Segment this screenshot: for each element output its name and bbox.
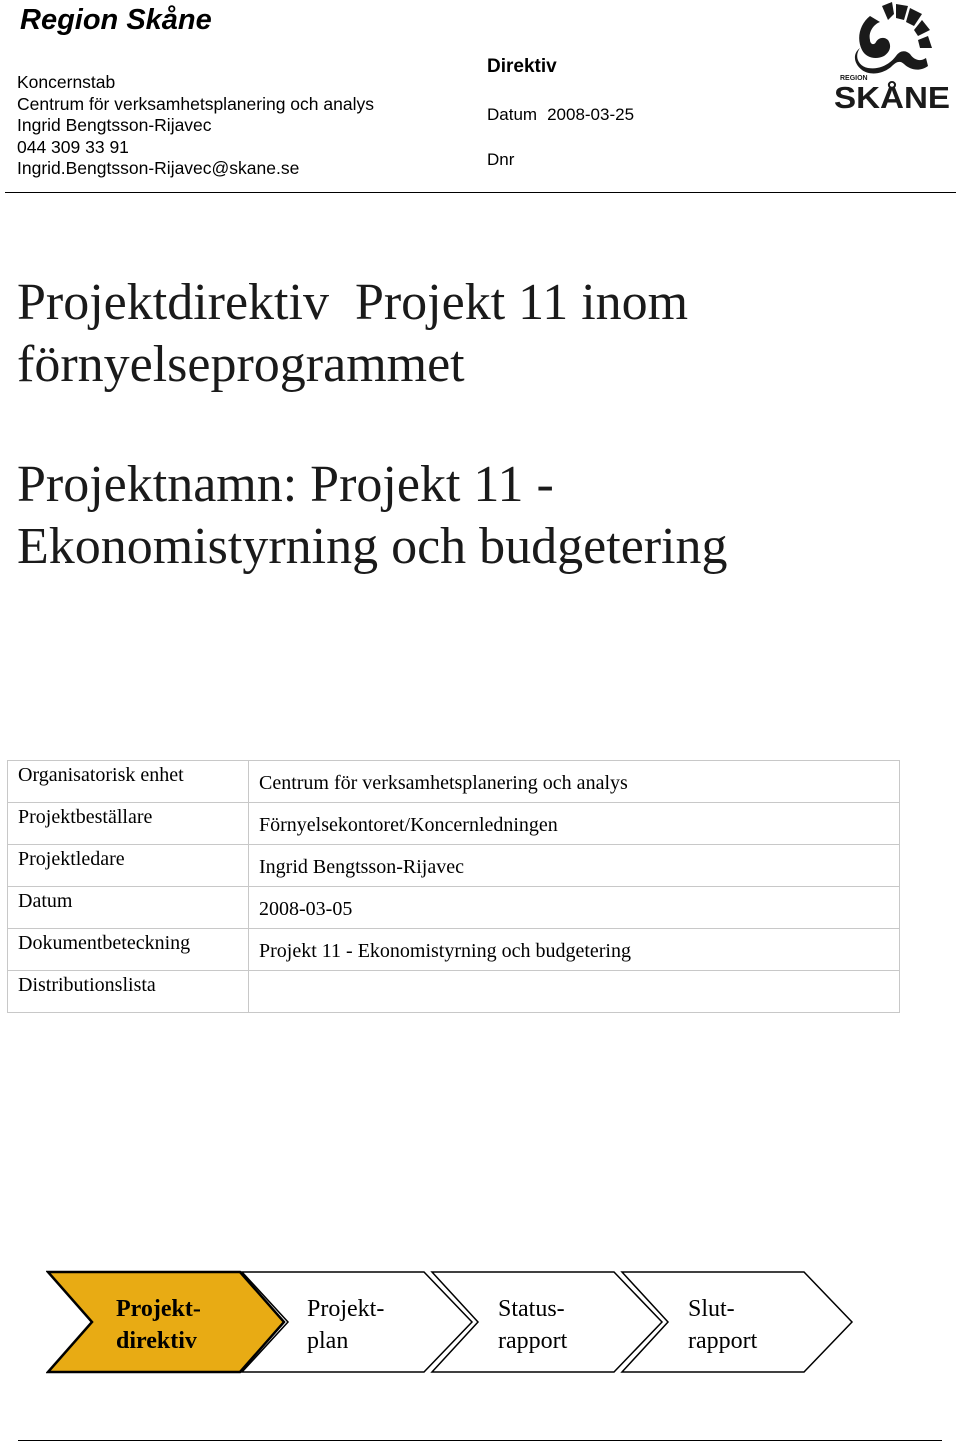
table-row	[8, 845, 900, 887]
row-value: Ingrid Bengtsson-Rijavec	[249, 845, 900, 887]
logo-small-text: REGION	[840, 75, 868, 82]
sender-email[interactable]: Ingrid.Bengtsson-Rijavec@skane.se	[17, 158, 300, 178]
sender-name: Ingrid Bengtsson-Rijavec	[17, 115, 212, 135]
row-label: Dokumentbeteckning	[8, 929, 249, 971]
sender-block	[17, 72, 374, 180]
dnr-row	[487, 150, 514, 170]
table-row	[8, 887, 900, 929]
sender-unit: Centrum för verksamhetsplanering och analys	[17, 93, 374, 114]
header-divider	[5, 192, 956, 193]
document-type: Direktiv	[487, 56, 557, 77]
row-label: Distributionslista	[8, 971, 249, 1013]
row-label: Projektledare	[8, 845, 249, 887]
phase-chevron-slutrapport	[620, 1270, 860, 1374]
row-label: Datum	[8, 887, 249, 929]
row-value: Centrum för verksamhetsplanering och analys	[249, 761, 900, 803]
phase-label-line2: plan	[307, 1328, 349, 1354]
table-row	[8, 803, 900, 845]
organization-name: Region Skåne	[20, 4, 212, 36]
row-value: Förnyelsekontoret/Koncernledningen	[249, 803, 900, 845]
phase-label-line1: Projekt-	[116, 1296, 201, 1322]
row-label: Organisatorisk enhet	[8, 761, 249, 803]
project-info-table	[7, 760, 900, 1013]
row-label: Projektbeställare	[8, 803, 249, 845]
phase-label-line1: Status-	[498, 1296, 565, 1322]
table-row	[8, 971, 900, 1013]
footer-divider	[18, 1440, 942, 1441]
phase-label-line1: Projekt-	[307, 1296, 385, 1322]
date-row	[487, 105, 634, 125]
phase-label-line1: Slut-	[688, 1296, 735, 1322]
dnr-label: Dnr	[487, 150, 515, 169]
sender-department: Koncernstab	[17, 72, 116, 92]
phase-label-line2: rapport	[498, 1328, 568, 1354]
date-label: Datum	[487, 105, 538, 124]
document-title: Projektdirektiv Projekt 11 inom förnyelseprogrammet	[17, 274, 702, 393]
date-value: 2008-03-25	[547, 105, 635, 124]
sender-phone: 044 309 33 91	[17, 136, 129, 157]
project-name: Projektnamn: Projekt 11 - Ekonomistyrning och budgetering	[17, 456, 728, 575]
row-value: Projekt 11 - Ekonomistyrning och budgetering	[249, 929, 900, 971]
phase-label-line2: direktiv	[116, 1328, 197, 1354]
region-skane-emblem-icon	[855, 2, 932, 73]
table-row	[8, 929, 900, 971]
region-skane-logo	[830, 0, 952, 112]
phase-label-line2: rapport	[688, 1328, 758, 1354]
logo-big-text: SKÅNE	[834, 80, 950, 112]
row-value: 2008-03-05	[249, 887, 900, 929]
table-row	[8, 761, 900, 803]
row-value	[249, 971, 900, 1013]
